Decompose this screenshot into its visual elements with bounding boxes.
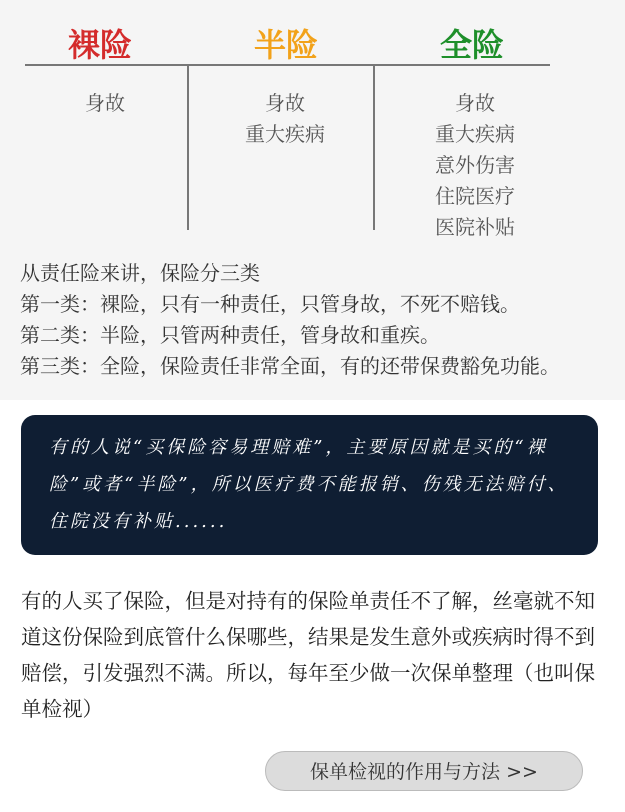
header-quan-xian: 全险 — [439, 26, 504, 64]
body-paragraph: 有的人买了保险，但是对持有的保险单责任不了解，丝毫就不知道这份保险到底管什么保哪些，结果是发生意外或疾病时得不到赔偿，引发强烈不满。所以，每年至少做一次保单整理（也叫保单检视） — [21, 589, 595, 721]
column-luo-xian-items — [60, 88, 150, 119]
table-divider-vertical-1 — [187, 66, 189, 230]
insurance-types-image — [0, 0, 625, 400]
classification-line: 第三类：全险，保险责任非常全面，有的还带保费豁免功能。 — [20, 354, 560, 378]
quote-text: 有的人说“买保险容易理赔难”，主要原因就是买的“裸险”或者“半险”，所以医疗费不能报销、伤残无法赔付、住院没有补贴...... — [49, 437, 569, 532]
coverage-item: 意外伤害 — [435, 153, 515, 177]
policy-review-link-button[interactable]: 保单检视的作用与方法 >> — [265, 751, 583, 791]
coverage-item: 住院医疗 — [435, 184, 515, 208]
classification-line: 第二类：半险，只管两种责任，管身故和重疾。 — [20, 323, 440, 347]
quote-box — [21, 415, 598, 555]
table-divider-vertical-2 — [373, 66, 375, 230]
classification-line: 第一类：裸险，只有一种责任，只管身故，不死不赔钱。 — [20, 292, 520, 316]
header-luo-xian: 裸险 — [67, 26, 132, 64]
column-quan-xian-items — [410, 88, 540, 243]
coverage-item: 身故 — [265, 91, 305, 115]
coverage-item: 身故 — [85, 91, 125, 115]
classification-line: 从责任险来讲，保险分三类 — [20, 261, 260, 285]
coverage-item: 身故 — [455, 91, 495, 115]
classification-text — [20, 258, 620, 382]
table-divider-horizontal — [25, 64, 550, 66]
column-ban-xian-items — [220, 88, 350, 150]
coverage-item: 重大疾病 — [435, 122, 515, 146]
coverage-item: 医院补贴 — [435, 215, 515, 239]
header-ban-xian: 半险 — [253, 26, 318, 64]
coverage-item: 重大疾病 — [245, 122, 325, 146]
